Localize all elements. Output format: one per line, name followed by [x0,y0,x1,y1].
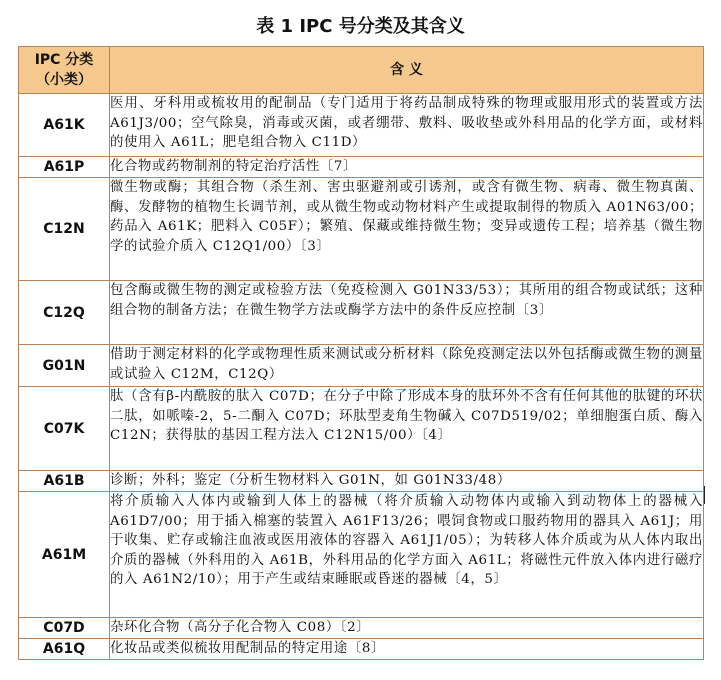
table-row [19,178,704,281]
ipc-description: 杂环化合物（高分子化合物入 C08）〔2〕 [110,618,704,639]
table-row [19,387,704,471]
text-cursor [704,486,705,504]
ipc-description: 化合物或药物制剂的特定治疗活性〔7〕 [110,157,704,178]
table-row [19,281,704,345]
ipc-description: 化妆品或类似梳妆用配制品的特定用途〔8〕 [110,639,704,660]
ipc-code: G01N [19,345,110,387]
ipc-description: 微生物或酶；其组合物（杀生剂、害虫驱避剂或引诱剂，或含有微生物、病毒、微生物真菌、酶、发酵物的植物生长调节剂，或从微生物或动物材料产生或提取制得的物质入 A01N63/00；药品入 A61K；肥料入 C05F）；繁殖、保藏或维持微生物；变异或遗传工程；培养基（微生物学的试验介质入 C12Q1/00）〔3〕 [110,178,704,281]
table-row [19,618,704,639]
ipc-code: A61K [19,94,110,157]
ipc-code: A61M [19,492,110,618]
header-ipc-class-line1: IPC 分类 [34,52,94,68]
table-row [19,94,704,157]
ipc-table [18,46,704,660]
ipc-description: 将介质输入人体内或输到人体上的器械（将介质输入动物体内或输入到动物体上的器械入 A61D7/00；用于插入棉塞的装置入 A61F13/26；喂饲食物或口服药物用的器具入 A61J；用于收集、贮存或输注血液或医用液体的容器入 A61J1/05）；为转移人体介质或为从人体内取出介质的器械（外科用的入 A61B，外科用品的化学方面入 A61L；将磁性元件放入体内进行磁疗的入 A61N2/10）；用于产生或结束睡眠或昏迷的器械〔4，5〕 [110,492,704,618]
table-title: 表 1 IPC 号分类及其含义 [256,16,465,37]
ipc-description: 借助于测定材料的化学或物理性质来测试或分析材料（除免疫测定法以外包括酶或微生物的测量或试验入 C12M，C12Q） [110,345,704,387]
ipc-code: C12N [19,178,110,281]
header-ipc-class [19,47,110,94]
ipc-description: 包含酶或微生物的测定或检验方法（免疫检测入 G01N33/53）；其所用的组合物或试纸；这种组合物的制备方法；在微生物学方法或酶学方法中的条件反应控制〔3〕 [110,281,704,345]
ipc-code: C07K [19,387,110,471]
ipc-code: A61Q [19,639,110,660]
table-row [19,157,704,178]
header-ipc-class-line2: （小类） [36,72,92,88]
ipc-code: C07D [19,618,110,639]
ipc-code: A61P [19,157,110,178]
table-row [19,345,704,387]
ipc-code: C12Q [19,281,110,345]
header-meaning: 含 义 [110,47,704,94]
table-row [19,492,704,618]
ipc-code: A61B [19,471,110,492]
ipc-description: 肽（含有β-内酰胺的肽入 C07D；在分子中除了形成本身的肽环外不含有任何其他的肽键的环状二肽，如哌嗪-2，5-二酮入 C07D；环肽型麦角生物碱入 C07D519/02；单细胞蛋白质、酶入 C12N；获得肽的基因工程方法入 C12N15/00）〔4〕 [110,387,704,471]
header-row [19,47,704,94]
table-row [19,639,704,660]
ipc-description: 诊断；外科；鉴定（分析生物材料入 G01N，如 G01N33/48） [110,471,704,492]
ipc-description: 医用、牙科用或梳妆用的配制品（专门适用于将药品制成特殊的物理或服用形式的装置或方法 A61J3/00；空气除臭，消毒或灭菌，或者绷带、敷料、吸收垫或外科用品的化学方面，或材料的使用入 A61L；肥皂组合物入 C11D） [110,94,704,157]
table-row [19,471,704,492]
